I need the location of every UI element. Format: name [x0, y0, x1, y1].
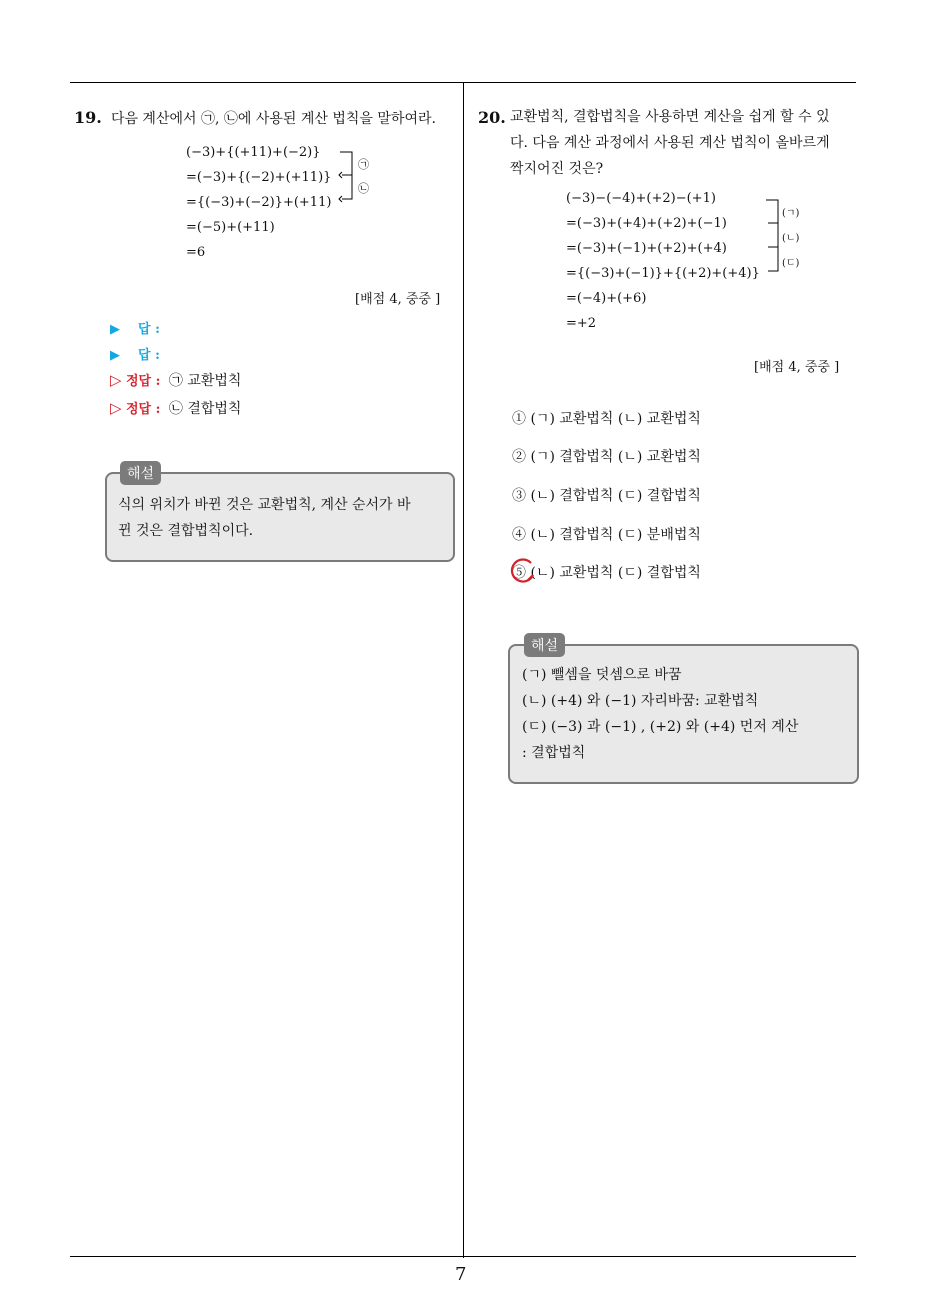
solution-text: ㉡ 결합법칙 [168, 401, 242, 417]
choice-text: (ㄱ) 교환법칙 (ㄴ) 교환법칙 [530, 411, 701, 427]
answer-label: 답 : [138, 322, 160, 337]
choice-text: (ㄴ) 결합법칙 (ㄷ) 결합법칙 [530, 488, 701, 504]
solution-label: 정답 : [126, 402, 161, 417]
mark-b: (ㄴ) [782, 233, 800, 244]
question-number: 20. [478, 108, 506, 127]
question-text [510, 104, 830, 182]
question-text-line: 교환법칙, 결합법칙을 사용하면 계산을 쉽게 할 수 있 [510, 109, 830, 125]
explanation-line: 뀐 것은 결합법칙이다. [118, 523, 254, 539]
math-line: ={(−3)+(−1)}+{(+2)+(+4)} [566, 266, 760, 281]
explanation-tag: 해설 [120, 461, 161, 485]
question-text-line: 다. 다음 계산 과정에서 사용된 계산 법칙이 올바르게 [510, 135, 830, 151]
explanation-line: (ㄱ) 뺄셈을 덧셈으로 바꿈 [522, 667, 682, 683]
explanation-line: (ㄴ) (+4) 와 (−1) 자리바꿈: 교환법칙 [522, 693, 759, 709]
explanation-tag: 해설 [524, 633, 565, 657]
explanation-line: : 결합법칙 [522, 745, 586, 761]
explanation-line: (ㄷ) (−3) 과 (−1) , (+2) 와 (+4) 먼저 계산 [522, 719, 799, 735]
score-label: [배점 4, 중중 ] [754, 360, 840, 375]
page-number: 7 [455, 1264, 467, 1285]
mark-b: ㉡ [358, 182, 369, 195]
math-line: (−3)−(−4)+(+2)−(+1) [566, 191, 716, 206]
step-bracket [764, 198, 784, 274]
choice-text: (ㄴ) 결합법칙 (ㄷ) 분배법칙 [530, 527, 701, 543]
question-number: 19. [74, 108, 102, 127]
score-label: [배점 4, 중중 ] [355, 292, 441, 307]
math-line: (−3)+{(+11)+(−2)} [186, 145, 321, 160]
answer-label: 답 : [138, 348, 160, 363]
choice-4[interactable] [512, 524, 701, 544]
math-line: =(−3)+(−1)+(+2)+(+4) [566, 241, 727, 256]
bottom-rule [70, 1256, 856, 1257]
math-steps [186, 140, 331, 265]
explanation-text [118, 492, 411, 544]
choice-1[interactable] [512, 408, 701, 428]
math-line: =+2 [566, 316, 597, 331]
outline-triangle-icon: ▷ [110, 371, 122, 389]
question-text-line: 짝지어진 것은? [510, 161, 604, 177]
math-line: ={(−3)+(−2)}+(+11) [186, 195, 332, 210]
mark-c: (ㄷ) [782, 258, 800, 269]
choice-number: ⑤ [512, 565, 526, 581]
choice-5[interactable] [512, 562, 701, 582]
choice-text: (ㄱ) 결합법칙 (ㄴ) 교환법칙 [530, 449, 701, 465]
choice-number: ③ [512, 488, 526, 504]
outline-triangle-icon: ▷ [110, 399, 122, 417]
triangle-icon: ▶ [110, 348, 120, 363]
solution-line-1 [110, 370, 241, 390]
choice-number: ② [512, 449, 526, 465]
choice-number: ④ [512, 527, 526, 543]
math-line: =(−4)+(+6) [566, 291, 647, 306]
choice-3[interactable] [512, 485, 701, 505]
choice-number: ① [512, 411, 526, 427]
solution-line-2 [110, 398, 241, 418]
correct-answer-circle-icon [509, 557, 537, 585]
solution-label: 정답 : [126, 374, 161, 389]
column-divider [463, 82, 464, 1258]
explanation-text [522, 662, 798, 766]
explanation-line: 식의 위치가 바뀐 것은 교환법칙, 계산 순서가 바 [118, 497, 411, 513]
mark-a: (ㄱ) [782, 208, 800, 219]
answer-line-1 [110, 318, 160, 337]
math-steps [566, 186, 760, 336]
mark-a: ㉠ [358, 158, 369, 171]
triangle-icon: ▶ [110, 322, 120, 337]
math-line: =6 [186, 245, 206, 260]
question-text: 다음 계산에서 ㉠, ㉡에 사용된 계산 법칙을 말하여라. [110, 111, 436, 127]
math-line: =(−5)+(+11) [186, 220, 275, 235]
math-line: =(−3)+(+4)+(+2)+(−1) [566, 216, 727, 231]
choice-2[interactable] [512, 446, 701, 466]
choice-text: (ㄴ) 교환법칙 (ㄷ) 결합법칙 [530, 565, 701, 581]
answer-line-2 [110, 344, 160, 363]
math-line: =(−3)+{(−2)+(+11)} [186, 170, 332, 185]
solution-text: ㉠ 교환법칙 [168, 373, 242, 389]
